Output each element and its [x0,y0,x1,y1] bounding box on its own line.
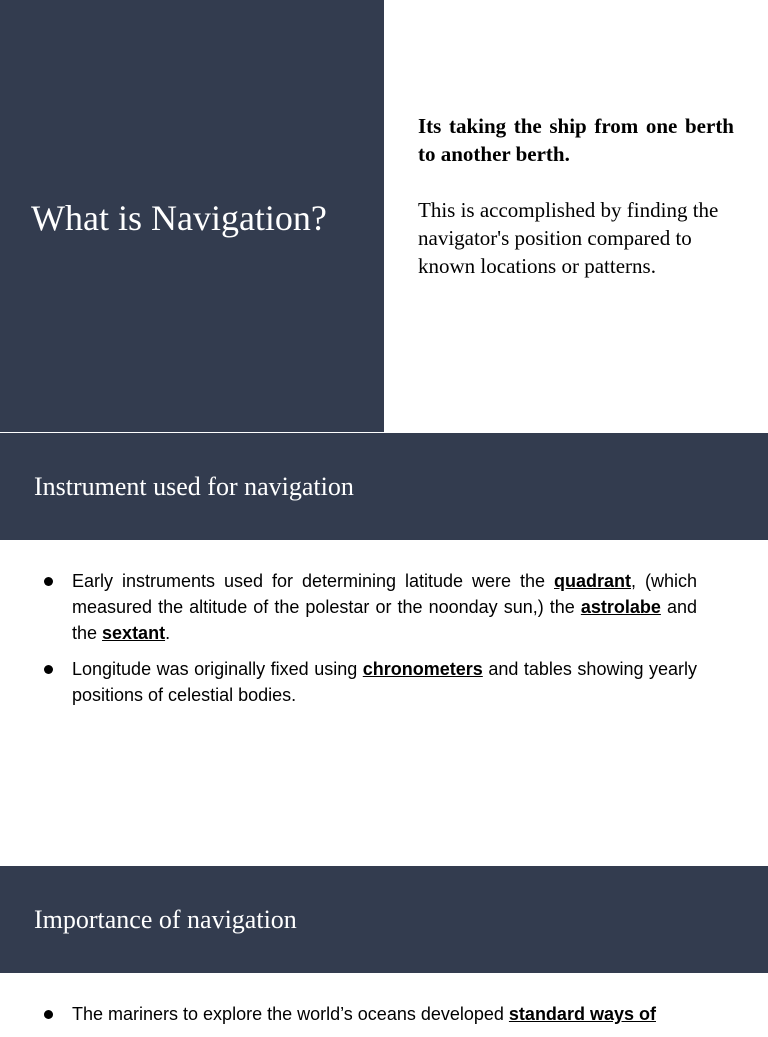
importance-bullet-list [42,1001,697,1037]
bullet-item: The mariners to explore the world’s oceans developed standard ways of [42,1001,697,1027]
slide-title: What is Navigation? [31,198,327,238]
keyword-standard-ways: standard ways of [508,1004,656,1024]
keyword-astrolabe: astrolabe [580,597,661,617]
keyword-sextant: sextant [102,623,166,643]
section-heading: Importance of navigation [34,904,297,934]
slide-header-instruments [0,433,768,540]
keyword-chronometers: chronometers [362,659,483,679]
instruments-bullet-list [42,568,697,718]
bullet-dot-icon [44,665,53,674]
keyword-quadrant: quadrant [553,571,631,591]
title-panel [0,0,384,432]
slide-header-importance [0,866,768,973]
section-heading: Instrument used for navigation [34,471,354,501]
bullet-item: Early instruments used for determining latitude were the quadrant, (which measured the altitude of the polestar or the noonday sun,) the astrolabe and the sextant. [42,568,697,646]
definition-text [418,112,734,280]
explanation-paragraph: This is accomplished by finding the navigator's position compared to known locations or patterns. [418,198,719,278]
definition-paragraph: Its taking the ship from one berth to another berth. [418,114,734,166]
bullet-dot-icon [44,1010,53,1019]
slide-what-is-navigation [0,0,768,432]
bullet-item: Longitude was originally fixed using chronometers and tables showing yearly positions of celestial bodies. [42,656,697,708]
bullet-dot-icon [44,577,53,586]
